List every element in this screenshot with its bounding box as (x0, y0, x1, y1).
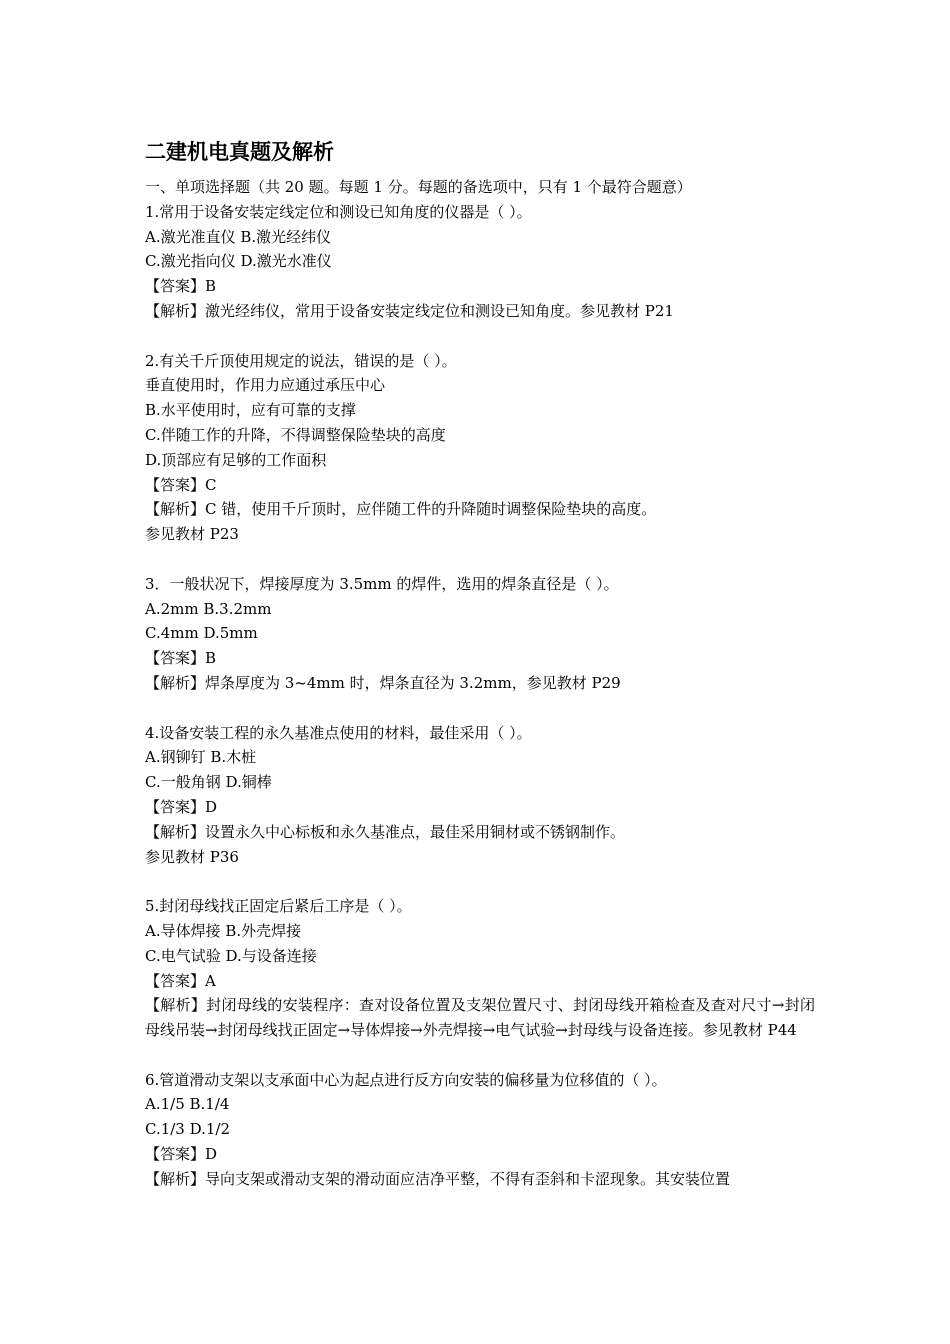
question-stem: 2.有关千斤顶使用规定的说法，错误的是（ ）。 (145, 351, 457, 370)
section-header: 一、单项选择题（共 20 题。每题 1 分。每题的备选项中，只有 1 个最符合题意） (145, 178, 692, 196)
options-line: C.一般角钢 D.铜棒 (145, 773, 272, 792)
question-3 (145, 572, 815, 696)
analysis-line: 【解析】C 错，使用千斤顶时，应伴随工件的升降随时调整保险垫块的高度。 (145, 500, 657, 519)
question-stem: 4.设备安装工程的永久基准点使用的材料，最佳采用（ ）。 (145, 723, 532, 742)
options-line: A.2mm B.3.2mm (145, 599, 272, 618)
options-line: C.4mm D.5mm (145, 624, 258, 643)
question-stem: 1.常用于设备安装定线定位和测设已知角度的仪器是（ ）。 (145, 202, 532, 221)
document-page (145, 137, 815, 1192)
options-line: C.激光指向仪 D.激光水准仪 (145, 252, 332, 271)
options-line: A.激光准直仪 B.激光经纬仪 (145, 227, 332, 246)
question-stem: 5.封闭母线找正固定后紧后工序是（ ）。 (145, 897, 412, 916)
options-line: A.导体焊接 B.外壳焊接 (145, 921, 302, 940)
analysis-line: 【解析】激光经纬仪，常用于设备安装定线定位和测设已知角度。参见教材 P21 (145, 301, 674, 320)
question-2 (145, 349, 815, 547)
reference-line: 参见教材 P36 (145, 847, 239, 866)
answer-line: 【答案】B (145, 277, 217, 296)
option-line: B.水平使用时，应有可靠的支撑 (145, 401, 356, 420)
question-6 (145, 1068, 815, 1192)
document-title: 二建机电真题及解析 (145, 140, 334, 164)
question-5 (145, 894, 815, 1043)
options-line: A.1/5 B.1/4 (145, 1095, 230, 1114)
question-4 (145, 721, 815, 870)
question-stem: 3．一般状况下，焊接厚度为 3.5mm 的焊件，选用的焊条直径是（ ）。 (145, 574, 619, 593)
question-1 (145, 200, 815, 324)
options-line: A.钢铆钉 B.木桩 (145, 748, 257, 767)
analysis-line: 【解析】设置永久中心标板和永久基准点，最佳采用铜材或不锈钢制作。 (145, 822, 626, 841)
option-line: D.顶部应有足够的工作面积 (145, 450, 327, 469)
option-line: 垂直使用时，作用力应通过承压中心 (145, 376, 386, 395)
analysis-line: 【解析】导向支架或滑动支架的滑动面应洁净平整，不得有歪斜和卡涩现象。其安装位置 (145, 1169, 731, 1188)
options-line: C.1/3 D.1/2 (145, 1120, 231, 1139)
reference-line: 参见教材 P23 (145, 525, 239, 544)
answer-line: 【答案】D (145, 1145, 218, 1164)
analysis-paragraph: 【解析】封闭母线的安装程序：查对设备位置及支架位置尺寸、封闭母线开箱检查及查对尺寸→封闭母线吊装→封闭母线找正固定→导体焊接→外壳焊接→电气试验→封母线与设备连接。参见教材 P44 (145, 996, 815, 1040)
answer-line: 【答案】D (145, 797, 218, 816)
question-stem: 6.管道滑动支架以支承面中心为起点进行反方向安装的偏移量为位移值的（ ）。 (145, 1070, 667, 1089)
options-line: C.电气试验 D.与设备连接 (145, 946, 317, 965)
answer-line: 【答案】C (145, 475, 217, 494)
analysis-line: 【解析】焊条厚度为 3~4mm 时，焊条直径为 3.2mm，参见教材 P29 (145, 673, 621, 692)
option-line: C.伴随工作的升降，不得调整保险垫块的高度 (145, 425, 446, 444)
answer-line: 【答案】B (145, 649, 217, 668)
answer-line: 【答案】A (145, 971, 216, 990)
